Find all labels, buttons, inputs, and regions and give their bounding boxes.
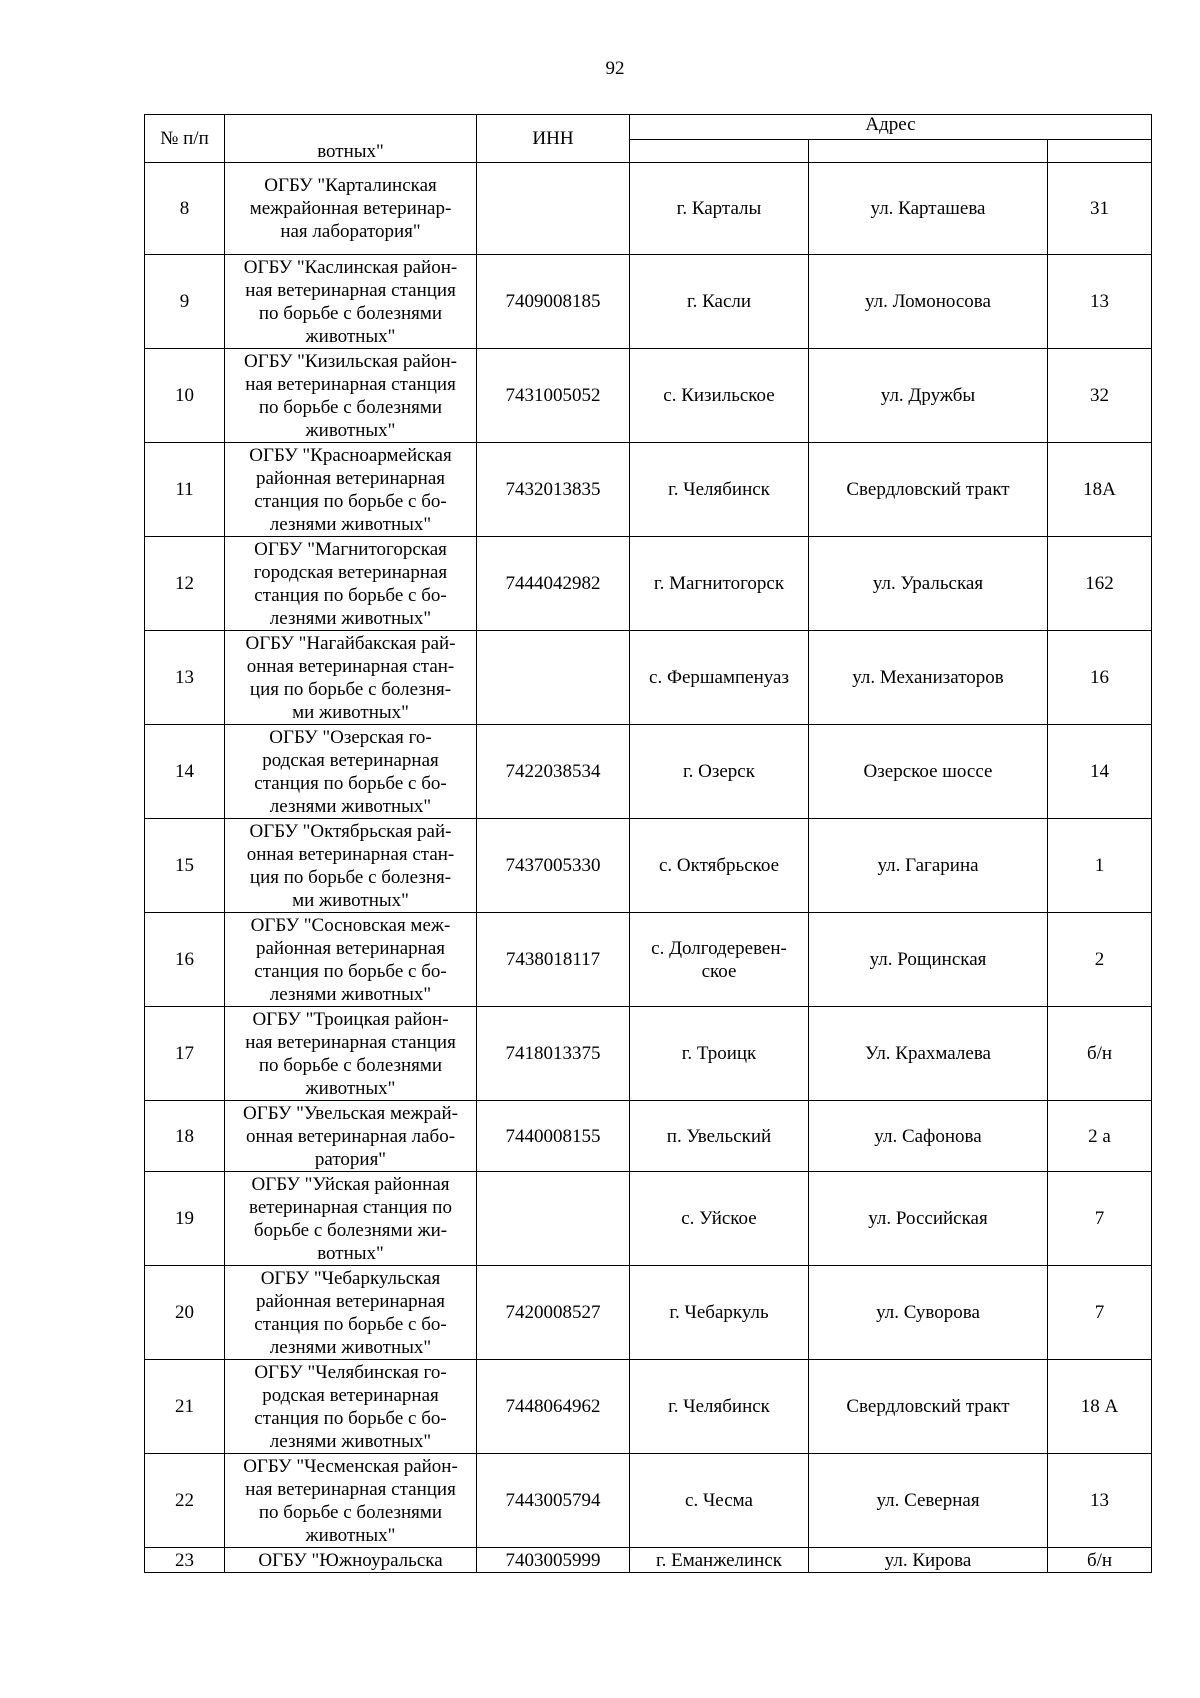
- inn-value: 7443005794: [477, 1454, 630, 1548]
- address-house: 13: [1048, 255, 1152, 349]
- table-row: [145, 913, 1152, 1007]
- table-row: [145, 443, 1152, 537]
- address-city: г. Магнитогорск: [630, 537, 809, 631]
- address-city: с. Долгодеревен- ское: [630, 913, 809, 1007]
- address-street: ул. Гагарина: [809, 819, 1048, 913]
- header-address-street: [809, 140, 1048, 163]
- table-row: [145, 349, 1152, 443]
- address-city: с. Чесма: [630, 1454, 809, 1548]
- organization-name: ОГБУ "Кизильская район- ная ветеринарная станция по борьбе с болезнями животных": [225, 349, 477, 443]
- table-row: [145, 1101, 1152, 1172]
- table-row: [145, 1007, 1152, 1101]
- table-row: [145, 1360, 1152, 1454]
- address-house: 16: [1048, 631, 1152, 725]
- address-street: ул. Северная: [809, 1454, 1048, 1548]
- address-house: 18 А: [1048, 1360, 1152, 1454]
- page-number: 92: [605, 58, 625, 79]
- organization-name: ОГБУ "Красноармейская районная ветеринарная станция по борьбе с бо- лезнями животных": [225, 443, 477, 537]
- organization-name: ОГБУ "Сосновская меж- районная ветеринарная станция по борьбе с бо- лезнями животных": [225, 913, 477, 1007]
- row-number: 9: [145, 255, 225, 349]
- organization-name: ОГБУ "Нагайбакская рай- онная ветеринарная стан- ция по борьбе с болезня- ми животных": [225, 631, 477, 725]
- address-street: ул. Суворова: [809, 1266, 1048, 1360]
- address-house: 13: [1048, 1454, 1152, 1548]
- inn-value: 7431005052: [477, 349, 630, 443]
- inn-value: 7420008527: [477, 1266, 630, 1360]
- inn-value: 7432013835: [477, 443, 630, 537]
- table-row: [145, 1548, 1152, 1573]
- row-number: 17: [145, 1007, 225, 1101]
- address-street: Озерское шоссе: [809, 725, 1048, 819]
- address-street: ул. Сафонова: [809, 1101, 1048, 1172]
- table-row: [145, 537, 1152, 631]
- table-row: [145, 819, 1152, 913]
- address-city: г. Троицк: [630, 1007, 809, 1101]
- header-name: вотных": [225, 115, 477, 163]
- organization-name: ОГБУ "Октябрьская рай- онная ветеринарная стан- ция по борьбе с болезня- ми животных": [225, 819, 477, 913]
- row-number: 14: [145, 725, 225, 819]
- organization-name: ОГБУ "Чесменская район- ная ветеринарная станция по борьбе с болезнями животных": [225, 1454, 477, 1548]
- address-city: с. Кизильское: [630, 349, 809, 443]
- address-city: с. Уйское: [630, 1172, 809, 1266]
- address-street: ул. Ломоносова: [809, 255, 1048, 349]
- row-number: 18: [145, 1101, 225, 1172]
- address-house: 162: [1048, 537, 1152, 631]
- inn-value: 7438018117: [477, 913, 630, 1007]
- table-row: [145, 1454, 1152, 1548]
- organization-name: ОГБУ "Карталинская межрайонная ветеринар- ная лаборатория": [225, 163, 477, 255]
- inn-value: 7448064962: [477, 1360, 630, 1454]
- row-number: 15: [145, 819, 225, 913]
- table-row: [145, 1266, 1152, 1360]
- inn-value: 7440008155: [477, 1101, 630, 1172]
- address-house: 7: [1048, 1172, 1152, 1266]
- inn-value: 7418013375: [477, 1007, 630, 1101]
- table-header: [145, 115, 1152, 163]
- address-street: ул. Российская: [809, 1172, 1048, 1266]
- address-street: ул. Механизаторов: [809, 631, 1048, 725]
- address-city: г. Карталы: [630, 163, 809, 255]
- address-city: г. Еманжелинск: [630, 1548, 809, 1573]
- organization-name: ОГБУ "Троицкая район- ная ветеринарная станция по борьбе с болезнями животных": [225, 1007, 477, 1101]
- organization-name: ОГБУ "Чебаркульская районная ветеринарная станция по борьбе с бо- лезнями животных": [225, 1266, 477, 1360]
- inn-value: 7444042982: [477, 537, 630, 631]
- row-number: 22: [145, 1454, 225, 1548]
- address-house: 32: [1048, 349, 1152, 443]
- organization-name: ОГБУ "Челябинская го- родская ветеринарная станция по борьбе с бо- лезнями животных": [225, 1360, 477, 1454]
- header-num: № п/п: [145, 115, 225, 163]
- row-number: 23: [145, 1548, 225, 1573]
- row-number: 20: [145, 1266, 225, 1360]
- table-body: [145, 163, 1152, 1573]
- address-house: 14: [1048, 725, 1152, 819]
- address-house: 31: [1048, 163, 1152, 255]
- vet-stations-table: [144, 114, 1152, 1573]
- address-house: 2: [1048, 913, 1152, 1007]
- address-city: г. Касли: [630, 255, 809, 349]
- address-house: 1: [1048, 819, 1152, 913]
- header-address: Адрес: [630, 115, 1152, 140]
- row-number: 21: [145, 1360, 225, 1454]
- address-street: ул. Рощинская: [809, 913, 1048, 1007]
- address-city: г. Озерск: [630, 725, 809, 819]
- table-row: [145, 631, 1152, 725]
- row-number: 19: [145, 1172, 225, 1266]
- address-house: б/н: [1048, 1007, 1152, 1101]
- inn-value: 7409008185: [477, 255, 630, 349]
- organization-name: ОГБУ "Каслинская район- ная ветеринарная станция по борьбе с болезнями животных": [225, 255, 477, 349]
- address-city: г. Чебаркуль: [630, 1266, 809, 1360]
- organization-name: ОГБУ "Увельская межрай- онная ветеринарная лабо- ратория": [225, 1101, 477, 1172]
- address-street: ул. Кирова: [809, 1548, 1048, 1573]
- header-inn: ИНН: [477, 115, 630, 163]
- address-house: 2 а: [1048, 1101, 1152, 1172]
- row-number: 8: [145, 163, 225, 255]
- organization-name: ОГБУ "Южноуральска: [225, 1548, 477, 1573]
- address-street: Свердловский тракт: [809, 443, 1048, 537]
- organization-name: ОГБУ "Озерская го- родская ветеринарная станция по борьбе с бо- лезнями животных": [225, 725, 477, 819]
- address-city: г. Челябинск: [630, 443, 809, 537]
- row-number: 16: [145, 913, 225, 1007]
- inn-value: 7437005330: [477, 819, 630, 913]
- table-row: [145, 255, 1152, 349]
- address-city: п. Увельский: [630, 1101, 809, 1172]
- address-street: Свердловский тракт: [809, 1360, 1048, 1454]
- inn-value: 7403005999: [477, 1548, 630, 1573]
- address-city: с. Октябрьское: [630, 819, 809, 913]
- header-address-house: [1048, 140, 1152, 163]
- row-number: 13: [145, 631, 225, 725]
- address-house: б/н: [1048, 1548, 1152, 1573]
- address-house: 18А: [1048, 443, 1152, 537]
- address-street: Ул. Крахмалева: [809, 1007, 1048, 1101]
- table-row: [145, 725, 1152, 819]
- inn-value: [477, 631, 630, 725]
- inn-value: [477, 163, 630, 255]
- address-street: ул. Уральская: [809, 537, 1048, 631]
- organization-name: ОГБУ "Уйская районная ветеринарная станция по борьбе с болезнями жи- вотных": [225, 1172, 477, 1266]
- inn-value: [477, 1172, 630, 1266]
- table-row: [145, 163, 1152, 255]
- row-number: 11: [145, 443, 225, 537]
- address-house: 7: [1048, 1266, 1152, 1360]
- row-number: 10: [145, 349, 225, 443]
- address-street: ул. Карташева: [809, 163, 1048, 255]
- address-city: г. Челябинск: [630, 1360, 809, 1454]
- table-row: [145, 1172, 1152, 1266]
- address-city: с. Фершампенуаз: [630, 631, 809, 725]
- address-street: ул. Дружбы: [809, 349, 1048, 443]
- row-number: 12: [145, 537, 225, 631]
- header-address-city: [630, 140, 809, 163]
- inn-value: 7422038534: [477, 725, 630, 819]
- organization-name: ОГБУ "Магнитогорская городская ветеринарная станция по борьбе с бо- лезнями животных": [225, 537, 477, 631]
